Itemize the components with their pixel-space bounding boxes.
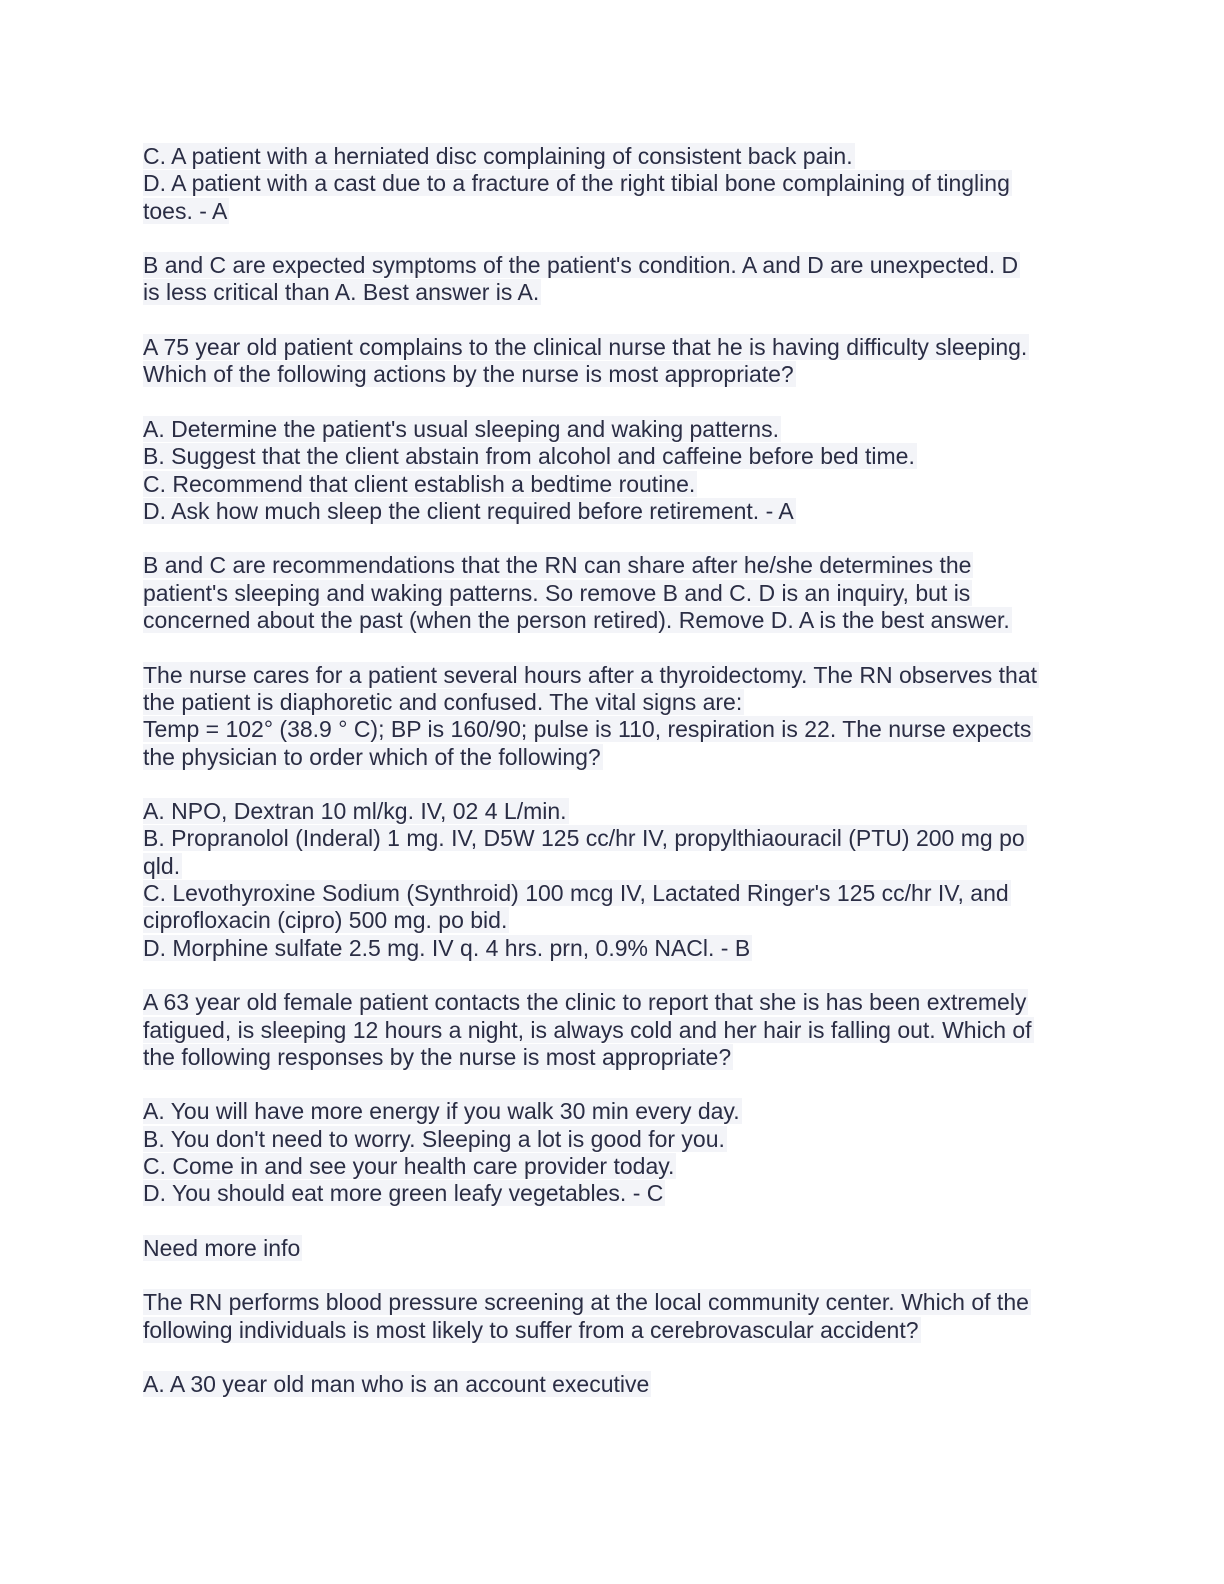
text-line: C. A patient with a herniated disc complaining of consistent back pain. xyxy=(143,143,853,169)
option-line: C. Come in and see your health care provider today. xyxy=(143,1152,675,1179)
paragraph-gap xyxy=(143,634,1083,661)
question-4-options xyxy=(143,1098,1083,1207)
text-line: the following responses by the nurse is most appropriate? xyxy=(143,1043,732,1070)
option-line: D. Ask how much sleep the client required before retirement. - A xyxy=(143,497,794,524)
text-line: concerned about the past (when the person retired). Remove D. A is the best answer. xyxy=(143,607,1010,634)
question-1-rationale xyxy=(143,252,1083,307)
question-3-stem xyxy=(143,662,1083,771)
paragraph-gap xyxy=(143,389,1083,416)
option-line: A. NPO, Dextran 10 ml/kg. IV, 02 4 L/min. xyxy=(143,798,567,825)
paragraph-gap xyxy=(143,1208,1083,1235)
text-line: B and C are recommendations that the RN can share after he/she determines the xyxy=(143,552,972,579)
question-5-options xyxy=(143,1371,1083,1398)
paragraph-gap xyxy=(143,962,1083,989)
option-line: ciprofloxacin (cipro) 500 mg. po bid. xyxy=(143,907,508,934)
text-line: fatigued, is sleeping 12 hours a night, is always cold and her hair is falling out. Which of xyxy=(143,1016,1032,1043)
question-1-options-tail xyxy=(143,143,1083,225)
question-3-options xyxy=(143,798,1083,962)
question-5-stem xyxy=(143,1289,1083,1344)
question-4-note xyxy=(143,1235,1083,1262)
text-line: the physician to order which of the following? xyxy=(143,743,601,770)
text-line: toes. - A xyxy=(143,197,228,224)
text-line: Need more info xyxy=(143,1234,301,1261)
text-line: The RN performs blood pressure screening at the local community center. Which of the xyxy=(143,1289,1029,1316)
option-line: C. Levothyroxine Sodium (Synthroid) 100 mcg IV, Lactated Ringer's 125 cc/hr IV, and xyxy=(143,880,1009,907)
option-line: B. Suggest that the client abstain from alcohol and caffeine before bed time. xyxy=(143,443,915,470)
question-2-rationale xyxy=(143,552,1083,634)
paragraph-gap xyxy=(143,1344,1083,1371)
text-line: patient's sleeping and waking patterns. So remove B and C. D is an inquiry, but is xyxy=(143,579,971,606)
option-line: B. You don't need to worry. Sleeping a lot is good for you. xyxy=(143,1125,725,1152)
document-page xyxy=(143,143,1083,1399)
text-line: following individuals is most likely to suffer from a cerebrovascular accident? xyxy=(143,1316,919,1343)
option-line: C. Recommend that client establish a bedtime routine. xyxy=(143,470,696,497)
text-line: The nurse cares for a patient several hours after a thyroidectomy. The RN observes that xyxy=(143,661,1038,688)
paragraph-gap xyxy=(143,1071,1083,1098)
text-line: A 63 year old female patient contacts the clinic to report that she is has been extremely xyxy=(143,989,1027,1016)
text-line: Which of the following actions by the nurse is most appropriate? xyxy=(143,361,794,388)
question-2-stem xyxy=(143,334,1083,389)
option-line: qld. xyxy=(143,852,181,879)
text-line: Temp = 102° (38.9 ° C); BP is 160/90; pulse is 110, respiration is 22. The nurse expects xyxy=(143,716,1032,743)
text-line: A 75 year old patient complains to the clinical nurse that he is having difficulty sleeping. xyxy=(143,334,1028,361)
paragraph-gap xyxy=(143,1262,1083,1289)
question-2-options xyxy=(143,416,1083,525)
paragraph-gap xyxy=(143,225,1083,252)
option-line: A. A 30 year old man who is an account executive xyxy=(143,1371,650,1398)
option-line: B. Propranolol (Inderal) 1 mg. IV, D5W 125 cc/hr IV, propylthiaouracil (PTU) 200 mg po xyxy=(143,825,1025,852)
option-line: D. You should eat more green leafy vegetables. - C xyxy=(143,1180,664,1207)
question-4-stem xyxy=(143,989,1083,1071)
option-line: A. You will have more energy if you walk 30 min every day. xyxy=(143,1098,740,1125)
text-line: B and C are expected symptoms of the patient's condition. A and D are unexpected. D xyxy=(143,252,1019,279)
paragraph-gap xyxy=(143,771,1083,798)
text-line: is less critical than A. Best answer is A. xyxy=(143,279,540,306)
option-line: A. Determine the patient's usual sleeping and waking patterns. xyxy=(143,415,779,442)
text-line: the patient is diaphoretic and confused. The vital signs are: xyxy=(143,688,743,715)
option-line: D. Morphine sulfate 2.5 mg. IV q. 4 hrs. prn, 0.9% NACl. - B xyxy=(143,934,751,961)
paragraph-gap xyxy=(143,307,1083,334)
paragraph-gap xyxy=(143,525,1083,552)
text-line: D. A patient with a cast due to a fracture of the right tibial bone complaining of tingling xyxy=(143,170,1010,197)
